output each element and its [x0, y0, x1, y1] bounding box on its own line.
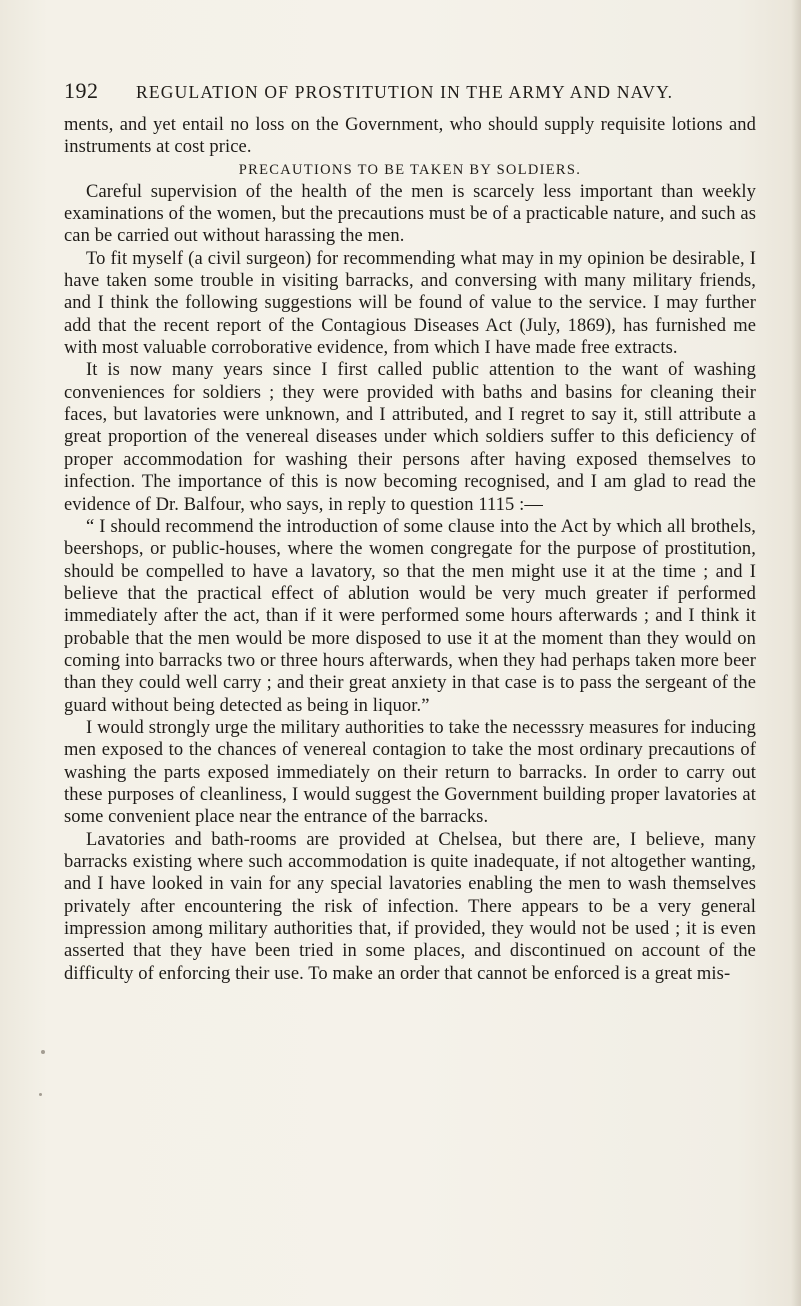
page-edge-shadow: [791, 0, 801, 1306]
ink-speck: [41, 1050, 45, 1054]
quoted-evidence-paragraph: “ I should recommend the introduction of some clause into the Act by which all brothels, beershops, or public-houses, where the women congregate for the purpose of prostitution, should be compelled to have a lavatory, so that the men might use it at the time ; and I believe that the practical effect of ablution would be very much greater if performed immediately after the act, than if it were performed some hours afterwards ; and I think it probable that the men would be more disposed to use it at the moment than they would on coming into barracks two or three hours afterwards, when they had perhaps taken more beer than they could well carry ; and their great anxiety in that case is to pass the sergeant of the guard without being detected as being in liquor.”: [64, 516, 756, 716]
body-text: [64, 114, 756, 985]
paragraph: Lavatories and bath-rooms are provided at Chelsea, but there are, I believe, many barracks existing where such accommodation is quite inadequate, if not altogether wanting, and I have looked in vain for any special lavatories enabling the men to wash themselves privately after encountering the risk of infection. There appears to be a very general impression among military authorities that, if provided, they would not be used ; it is even asserted that they have been tried in some places, and discontinued on account of the difficulty of enforcing their use. To make an order that cannot be enforced is a great mis-: [64, 829, 756, 984]
paragraph: Careful supervision of the health of the men is scarcely less important than weekly examinations of the women, but the precautions must be of a practicable nature, and such as can be carried out without harassing the men.: [64, 181, 756, 247]
section-heading: PRECAUTIONS TO BE TAKEN BY SOLDIERS.: [238, 161, 582, 178]
paragraph: It is now many years since I first called public attention to the want of washing conveniences for soldiers ; they were provided with baths and basins for cleaning their faces, but lavatories were unknown, and I attributed, and I regret to say it, still attribute a great proportion of the venereal diseases under which soldiers suffer to this deficiency of proper accommodation for washing their persons after having exposed themselves to infection. The importance of this is now becoming recognised, and I am glad to read the evidence of Dr. Balfour, who says, in reply to question 1115 :—: [64, 360, 756, 515]
paragraph: To fit myself (a civil surgeon) for recommending what may in my opinion be desirable, I have taken some trouble in visiting barracks, and conversing with many military friends, and I think the following suggestions will be found of value to the service. I may further add that the recent report of the Contagious Diseases Act (July, 1869), has furnished me with most valuable corroborative evidence, from which I have made free extracts.: [64, 248, 756, 359]
page-number: 192: [64, 78, 99, 103]
page-header: [64, 78, 754, 106]
running-head: REGULATION OF PROSTITUTION IN THE ARMY AND NAVY.: [136, 82, 674, 102]
ink-speck: [39, 1093, 42, 1096]
paragraph-continuation: ments, and yet entail no loss on the Government, who should supply requisite lotions and instruments at cost price.: [64, 115, 756, 158]
paragraph: I would strongly urge the military authorities to take the necesssry measures for inducing men exposed to the chances of venereal contagion to take the most ordinary precautions of washing the parts exposed immediately on their return to barracks. In order to carry out these purposes of cleanliness, I would suggest the Government building proper lavatories at some convenient place near the entrance of the barracks.: [64, 717, 756, 828]
